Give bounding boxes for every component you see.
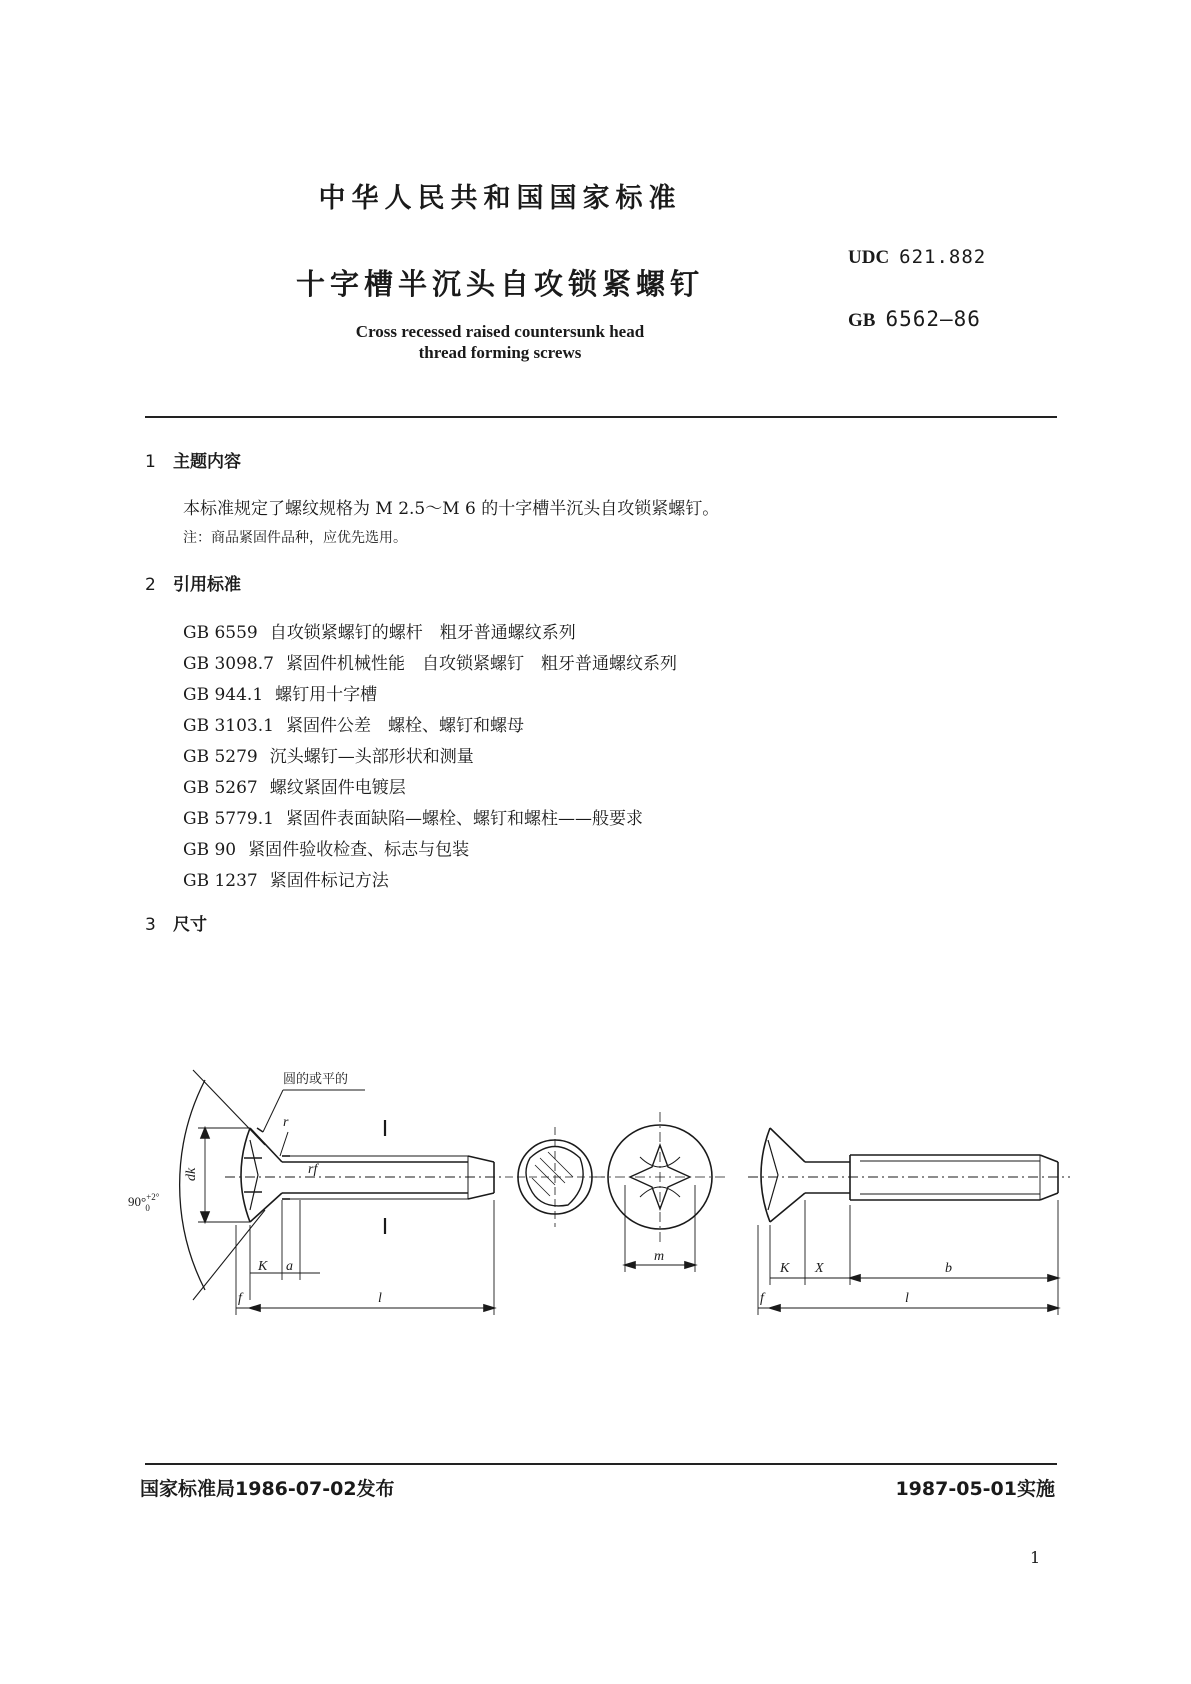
section-2-number: 2 — [145, 575, 156, 595]
footer-divider — [145, 1463, 1057, 1465]
trilobular-section-view — [505, 1127, 605, 1227]
label-rf: rf — [308, 1162, 318, 1177]
screw-side-view-right — [748, 1128, 1070, 1315]
section-2-heading — [145, 570, 241, 595]
section-3-title: 尺寸 — [173, 915, 207, 935]
gb-code — [848, 307, 981, 332]
reference-item — [183, 804, 677, 835]
label-K-right: K — [780, 1261, 790, 1276]
reference-item — [183, 618, 677, 649]
reference-item — [183, 866, 677, 897]
reference-code: GB 3103.1 — [183, 716, 274, 736]
national-standard-heading: 中华人民共和国国家标准 — [318, 183, 682, 214]
label-l-right: l — [905, 1291, 909, 1306]
label-l: l — [378, 1291, 382, 1306]
section-1-title: 主题内容 — [173, 452, 241, 472]
section-1-note: 注：商品紧固件品种，应优先选用。 — [183, 530, 407, 546]
label-f-right: f — [760, 1291, 764, 1306]
reference-item — [183, 649, 677, 680]
reference-item — [183, 680, 677, 711]
reference-title: 紧固件表面缺陷—螺栓、螺钉和螺柱——般要求 — [285, 809, 643, 829]
title-en-line2: thread forming screws — [418, 343, 582, 362]
screw-side-view — [180, 1070, 505, 1315]
standard-title-cn: 十字槽半沉头自攻锁紧螺钉 — [295, 267, 704, 301]
label-dk: dk — [184, 1167, 199, 1181]
label-f: f — [238, 1291, 242, 1306]
udc-value: 621.882 — [899, 246, 987, 268]
section-3-heading — [145, 910, 207, 935]
label-r: r — [283, 1115, 289, 1130]
note-round-or-flat: 圆的或平的 — [283, 1071, 349, 1086]
udc-code — [848, 246, 986, 269]
header-divider — [145, 416, 1057, 418]
label-m: m — [654, 1249, 665, 1264]
reference-code: GB 5279 — [183, 747, 258, 767]
reference-code: GB 6559 — [183, 623, 258, 643]
screw-dimension-drawing — [0, 1040, 1191, 1330]
label-K: K — [258, 1259, 268, 1274]
udc-label: UDC — [848, 247, 890, 268]
section-1-text: 本标准规定了螺纹规格为 M 2.5～M 6 的十字槽半沉头自攻锁紧螺钉。 — [183, 499, 720, 519]
reference-title: 紧固件机械性能 自攻锁紧螺钉 粗牙普通螺纹系列 — [285, 654, 677, 674]
angle-label: 90°$^{+2^\circ}$ 0 — [128, 1192, 160, 1213]
reference-title: 紧固件公差 螺栓、螺钉和螺母 — [285, 716, 524, 736]
reference-item — [183, 835, 677, 866]
page-number: 1 — [1030, 1548, 1041, 1567]
reference-title: 紧固件标记方法 — [269, 871, 389, 891]
head-top-view — [595, 1112, 725, 1272]
issue-date: 国家标准局1986-07-02发布 — [140, 1478, 395, 1500]
reference-item — [183, 742, 677, 773]
section-2-title: 引用标准 — [173, 575, 241, 595]
reference-code: GB 1237 — [183, 871, 258, 891]
effective-date: 1987-05-01实施 — [895, 1478, 1055, 1500]
section-1-number: 1 — [145, 452, 156, 472]
reference-title: 沉头螺钉—头部形状和测量 — [269, 747, 474, 767]
reference-title: 螺钉用十字槽 — [275, 685, 378, 705]
reference-code: GB 5779.1 — [183, 809, 274, 829]
reference-code: GB 90 — [183, 840, 237, 860]
section-1-heading — [145, 447, 241, 472]
reference-title: 紧固件验收检查、标志与包装 — [248, 840, 470, 860]
reference-item — [183, 711, 677, 742]
label-b: b — [945, 1261, 952, 1276]
reference-item — [183, 773, 677, 804]
reference-code: GB 944.1 — [183, 685, 264, 705]
label-X: X — [815, 1261, 824, 1276]
label-a: a — [286, 1259, 293, 1274]
reference-title: 自攻锁紧螺钉的螺杆 粗牙普通螺纹系列 — [269, 623, 576, 643]
gb-value: 6562—86 — [885, 307, 981, 331]
gb-label: GB — [848, 310, 876, 331]
title-en-line1: Cross recessed raised countersunk head — [355, 322, 645, 341]
reference-code: GB 3098.7 — [183, 654, 274, 674]
reference-title: 螺纹紧固件电镀层 — [269, 778, 406, 798]
reference-list — [183, 618, 677, 897]
section-3-number: 3 — [145, 915, 156, 935]
reference-code: GB 5267 — [183, 778, 258, 798]
